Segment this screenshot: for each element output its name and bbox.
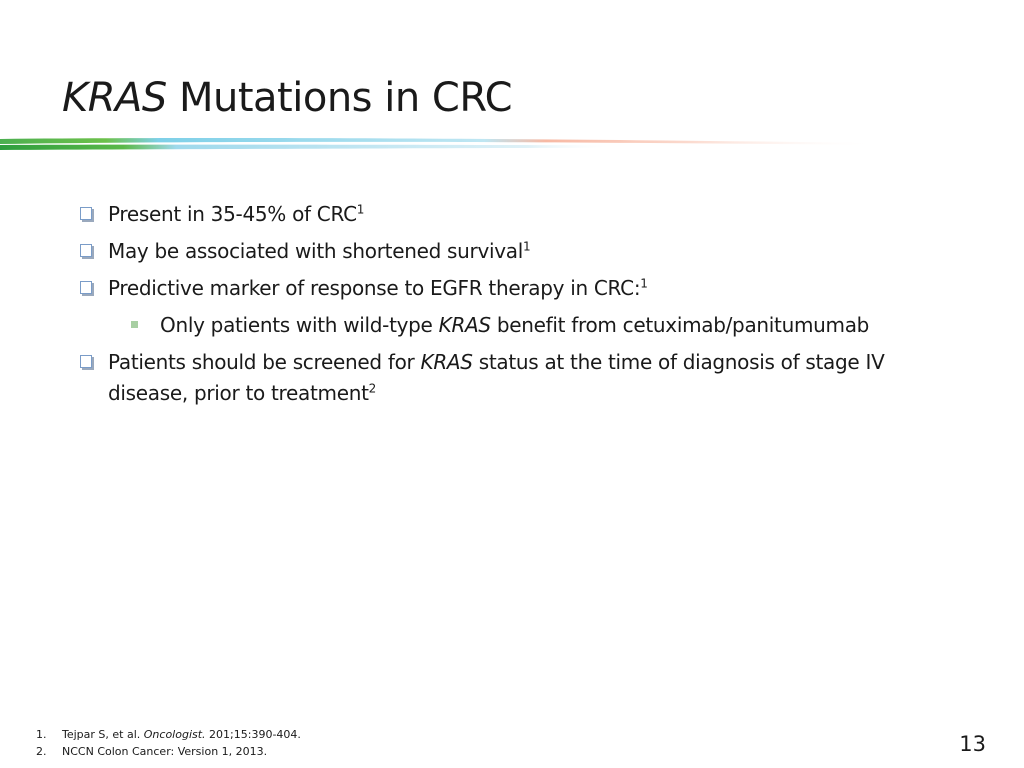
square-bullet-icon xyxy=(131,321,138,328)
bullet-item: May be associated with shortened survival$^1$ xyxy=(80,236,960,267)
checkbox-bullet-icon xyxy=(80,207,92,220)
checkbox-bullet-icon xyxy=(80,244,92,257)
bullet-item: Present in 35-45% of CRC$^1$ xyxy=(80,199,960,230)
checkbox-bullet-icon xyxy=(80,355,92,368)
reference-item: 2. NCCN Colon Cancer: Version 1, 2013. xyxy=(36,745,268,758)
sub-bullet-item: Only patients with wild-type KRAS benefit from cetuximab/panitumumab xyxy=(80,310,960,341)
decorative-gradient-line xyxy=(0,136,880,152)
page-number: 13 xyxy=(959,732,986,756)
slide-title xyxy=(62,70,512,126)
references xyxy=(36,726,301,760)
title-rest: Mutations in CRC xyxy=(166,75,513,121)
title-italic: KRAS xyxy=(62,75,167,121)
bullet-list xyxy=(80,199,960,415)
checkbox-bullet-icon xyxy=(80,281,92,294)
bullet-item: Patients should be screened for KRAS status at the time of diagnosis of stage IV disease, prior to treatment$^2$ xyxy=(80,347,960,409)
bullet-item: Predictive marker of response to EGFR therapy in CRC:$^1$ xyxy=(80,273,960,304)
reference-item: 1. Tejpar S, et al. Oncologist. 201;15:390-404. xyxy=(36,728,301,741)
